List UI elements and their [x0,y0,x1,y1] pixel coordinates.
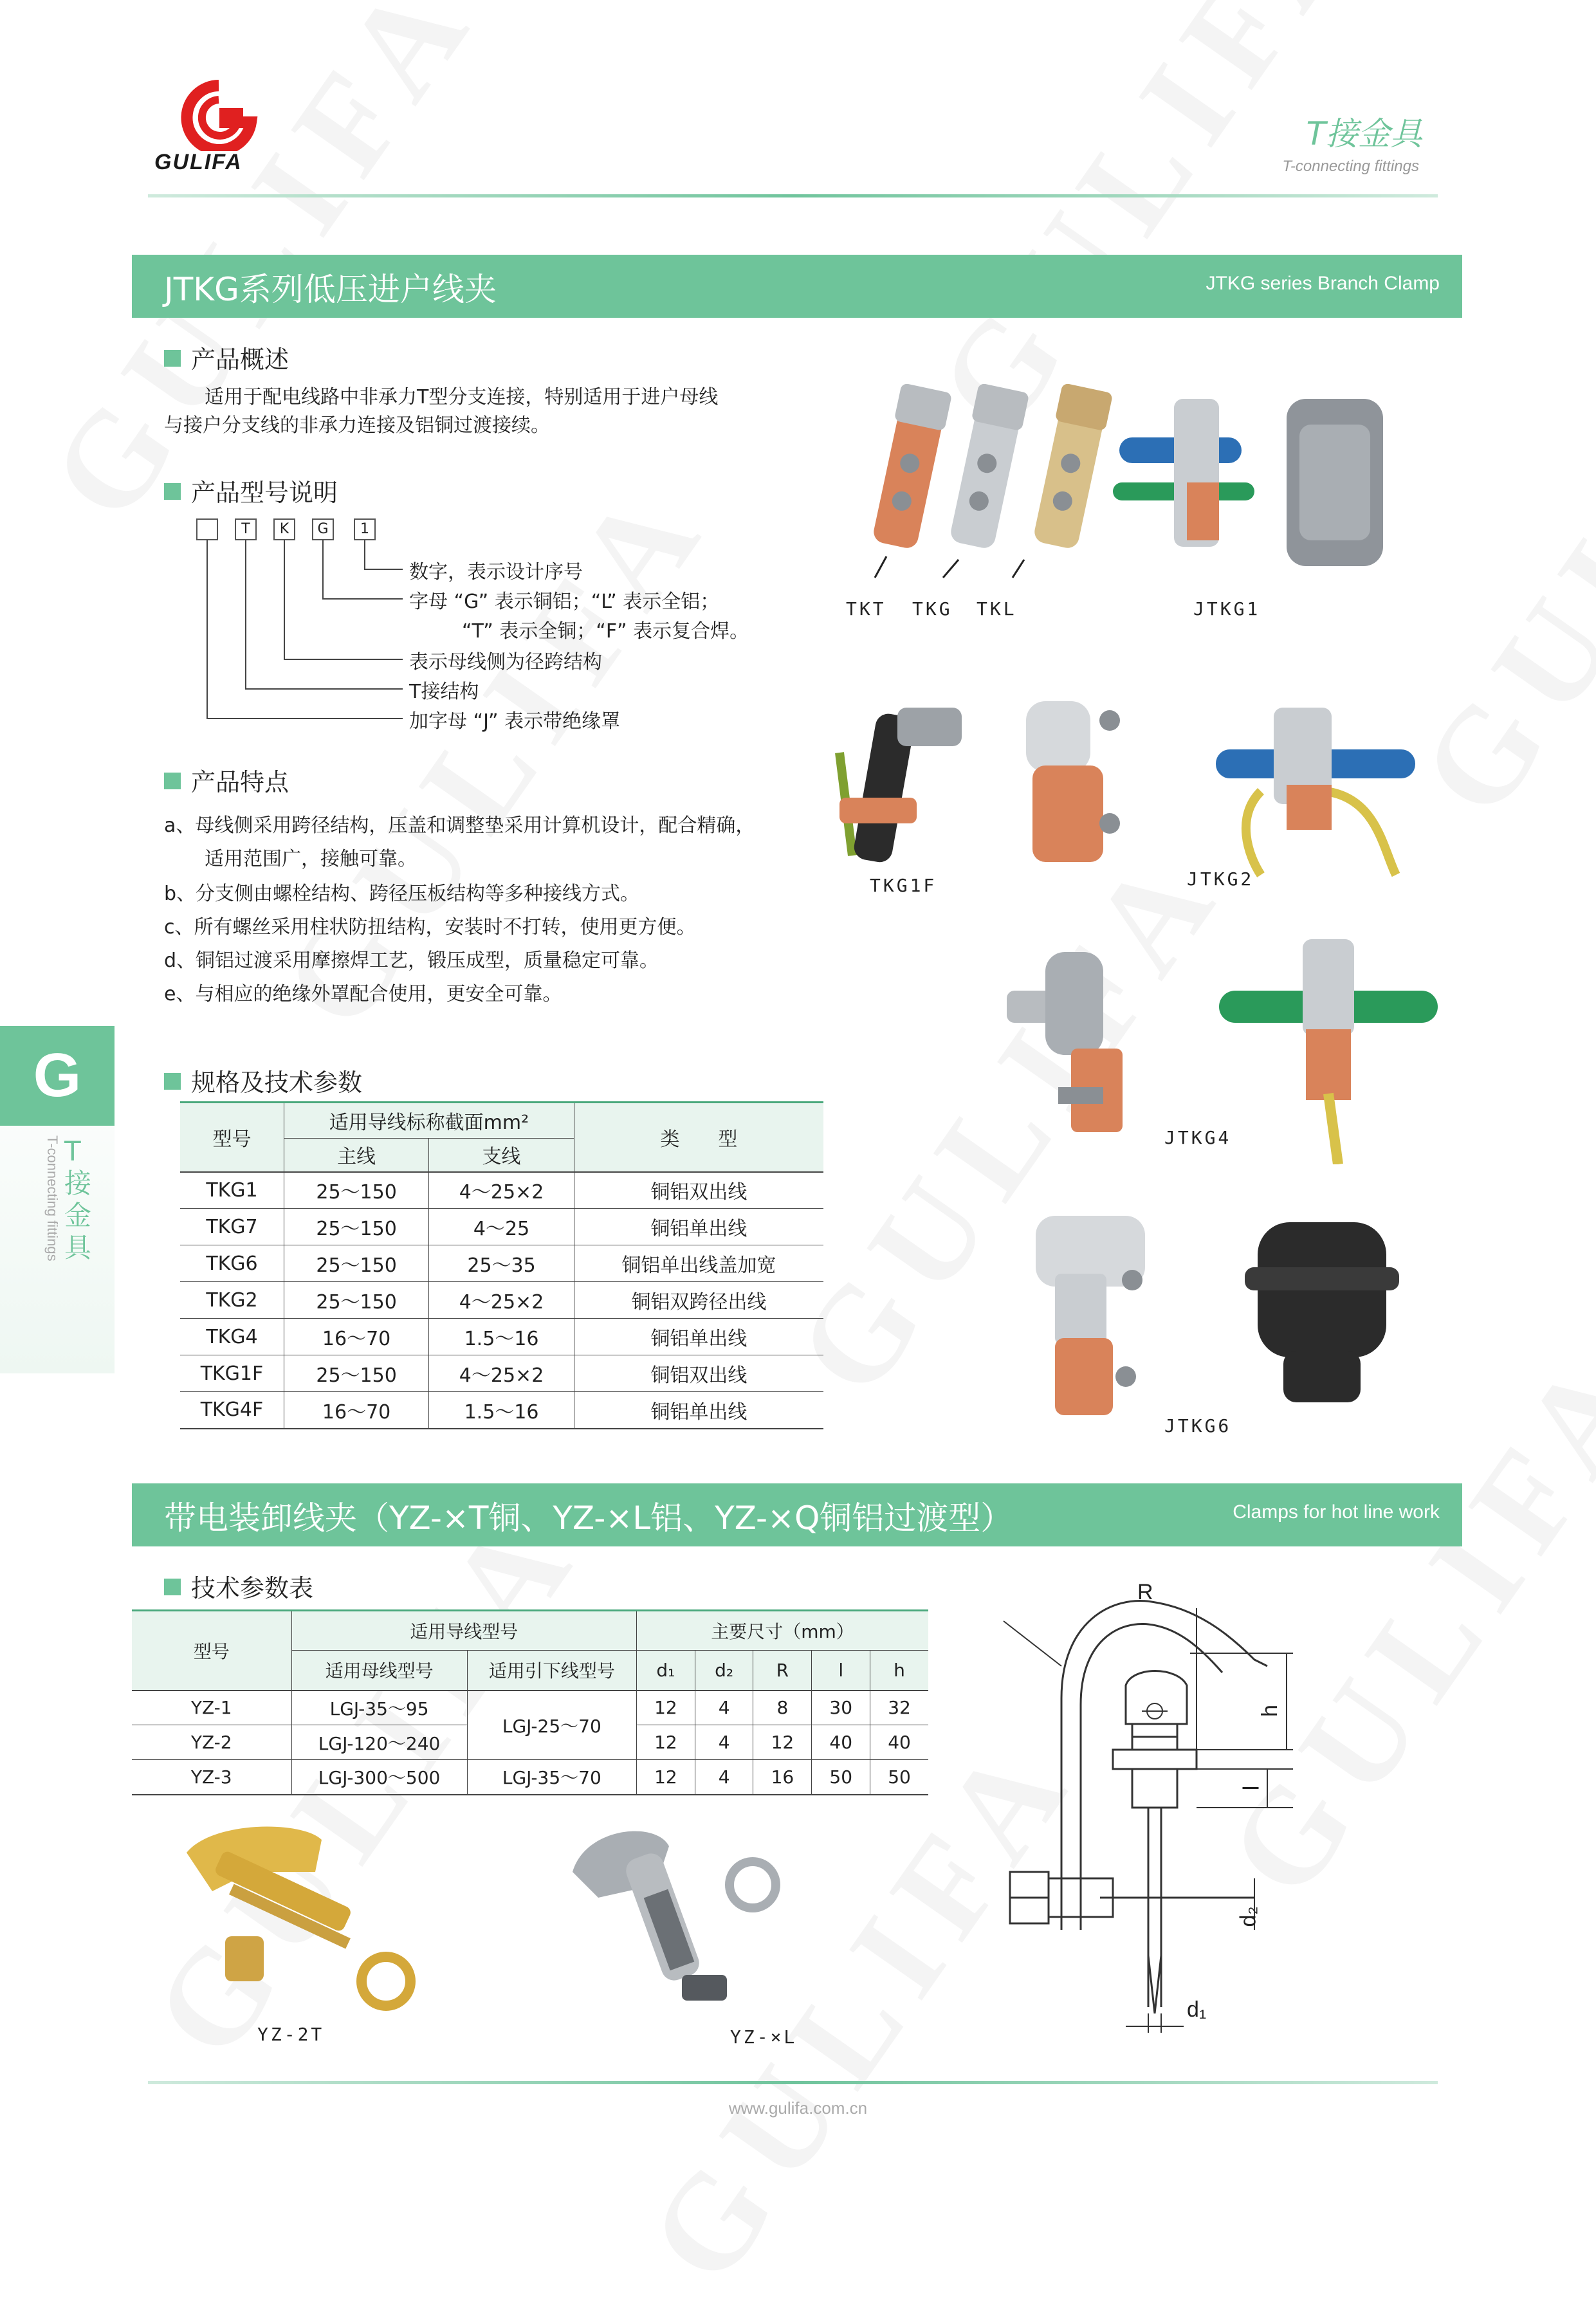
caption-yz-xl: YZ-×L [730,2026,798,2048]
table-row [180,1319,823,1355]
feature-item: c、所有螺丝采用柱状防扭结构，安装时不打转，使用更方便。 [164,916,696,939]
model-legend: 加字母 “J” 表示带绝缘罩 [409,710,621,733]
footer-url: www.gulifa.com.cn [728,2098,868,2118]
model-legend: “T” 表示全铜；“F” 表示复合焊。 [462,620,749,643]
cell: 4 [695,1725,753,1760]
table-row [180,1245,823,1282]
col-group-header: 适用导线标称截面mm² [284,1103,574,1139]
cell: TKG7 [180,1209,284,1245]
table-row [180,1172,823,1209]
tech-params-table [132,1609,928,1795]
section1-band [132,255,1462,318]
caption-jtkg1: JTKG1 [1193,598,1261,619]
cell: YZ-2 [132,1725,291,1760]
col-branch-header: 支线 [429,1139,574,1172]
product-photo-yz-xl [560,1814,811,2020]
cell: LGJ-35～95 [291,1691,467,1725]
feature-item: 适用范围广，接触可靠。 [205,848,417,870]
section2-band [132,1483,1462,1546]
cell: 4 [695,1691,753,1725]
cell: LGJ-25～70 [467,1691,636,1760]
brand-logo-text: GULIFA [154,150,243,174]
cell: 25～35 [429,1245,574,1282]
bullet-square-icon [164,483,181,500]
product-photo-jtkg1 [1113,386,1409,579]
col-model-header: 型号 [132,1611,291,1691]
table-row [132,1760,928,1795]
table-row [180,1282,823,1319]
cell: 25～150 [284,1282,428,1319]
header-rule [148,194,1438,197]
table-row [180,1209,823,1245]
table-row [132,1691,928,1725]
overview-heading: 产品概述 [164,340,289,375]
model-heading: 产品型号说明 [164,473,338,508]
cell: 32 [870,1691,928,1725]
model-code-box: G [312,518,334,540]
side-tab-letter: G [33,1041,82,1110]
product-photo-jtkg6 [1245,1209,1399,1415]
caption-tkg: TKG [912,598,953,619]
col-dim-group-header: 主要尺寸（mm） [637,1611,929,1651]
cell: 4～25×2 [429,1355,574,1392]
cell: 4～25 [429,1209,574,1245]
cell: 铜铝单出线 [574,1209,823,1245]
cell: 50 [870,1760,928,1795]
cell: TKG2 [180,1282,284,1319]
product-photo-jtkg4 [1219,933,1438,1164]
header-category-en: T-connecting fittings [1282,158,1419,175]
side-tab [0,1026,115,1373]
cell: 1.5～16 [429,1392,574,1429]
connector-line [284,540,285,660]
product-photo-yz-2t [174,1814,418,2020]
connector-line [245,540,246,690]
product-photo-jtkg2-clamp [1007,688,1135,875]
header-category-cn: T接金具 [1306,115,1422,152]
connector-line [322,598,403,600]
cell: TKG1F [180,1355,284,1392]
cell: 50 [812,1760,870,1795]
col-r-header: R [753,1651,812,1691]
cell: 40 [870,1725,928,1760]
table-row [180,1355,823,1392]
caption-tkt: TKT [846,598,886,619]
col-bus-header: 适用母线型号 [291,1651,467,1691]
drawing-label-d2: d₂ [1236,1906,1261,1927]
caption-tkg1f: TKG1F [870,875,937,896]
side-tab-letter-box [0,1026,115,1126]
cell: YZ-1 [132,1691,291,1725]
col-main-header: 主线 [284,1139,428,1172]
model-legend: T接结构 [409,681,479,703]
connector-line [364,540,365,570]
cell: 1.5～16 [429,1319,574,1355]
technical-drawing [984,1570,1344,2039]
cell: 16～70 [284,1319,428,1355]
cell: 铜铝单出线盖加宽 [574,1245,823,1282]
cell: TKG4 [180,1319,284,1355]
cell: 12 [637,1725,695,1760]
caption-tkl: TKL [977,598,1017,619]
connector-line [284,659,403,660]
overview-line-1: 适用于配电线路中非承力T型分支连接，特别适用于进户母线 [205,386,719,408]
cell: TKG1 [180,1172,284,1209]
caption-jtkg6: JTKG6 [1164,1415,1232,1436]
cell: LGJ-35～70 [467,1760,636,1795]
specs-table [180,1101,823,1429]
section1-subtitle: JTKG series Branch Clamp [1206,273,1440,294]
cell: 铜铝单出线 [574,1319,823,1355]
col-type-header: 类 型 [574,1103,823,1172]
specs-heading: 规格及技术参数 [164,1063,362,1098]
bullet-square-icon [164,350,181,367]
cell: 4～25×2 [429,1282,574,1319]
tech-params-heading: 技术参数表 [164,1568,313,1604]
connector-line [322,540,324,600]
section2-subtitle: Clamps for hot line work [1233,1501,1440,1523]
cell: 铜铝双出线 [574,1355,823,1392]
feature-item: d、铜铝过渡采用摩擦焊工艺，锻压成型，质量稳定可靠。 [164,949,659,972]
cell: LGJ-120～240 [291,1725,467,1760]
cell: TKG4F [180,1392,284,1429]
cell: 16 [753,1760,812,1795]
col-l-header: l [812,1651,870,1691]
cell: YZ-3 [132,1760,291,1795]
feature-item: a、母线侧采用跨径结构，压盖和调整垫采用计算机设计，配合精确， [164,814,755,837]
section1-title: JTKG系列低压进户线夹 [164,271,497,308]
drawing-label-l: l [1239,1785,1264,1791]
cell: 8 [753,1691,812,1725]
connector-line [206,540,208,719]
drawing-label-h: h [1257,1705,1282,1717]
caption-yz-2t: YZ-2T [257,2024,325,2045]
model-legend: 数字，表示设计序号 [409,561,583,583]
product-photo-jtkg4-clamp [994,946,1148,1139]
col-wire-group-header: 适用导线型号 [291,1611,637,1651]
product-photo-jtkg6-clamp [1029,1209,1158,1422]
cell: 25～150 [284,1209,428,1245]
bullet-square-icon [164,1579,181,1595]
side-tab-label-cn: T接金具 [64,1135,92,1263]
cell: 30 [812,1691,870,1725]
connector-line [206,718,403,719]
feature-item: e、与相应的绝缘外罩配合使用，更安全可靠。 [164,983,562,1005]
model-code-box: 1 [354,518,376,540]
col-lead-header: 适用引下线型号 [467,1651,636,1691]
col-d2-header: d₂ [695,1651,753,1691]
cell: 12 [753,1725,812,1760]
caption-jtkg2: JTKG2 [1187,868,1254,890]
footer-rule [148,2081,1438,2084]
cell: 4 [695,1760,753,1795]
bullet-square-icon [164,1073,181,1090]
col-h-header: h [870,1651,928,1691]
cell: 4～25×2 [429,1172,574,1209]
model-code-box: T [235,518,257,540]
feature-item: b、分支侧由螺栓结构、跨径压板结构等多种接线方式。 [164,883,640,905]
cell: 12 [637,1691,695,1725]
cell: TKG6 [180,1245,284,1282]
model-code-box [196,518,218,540]
caption-jtkg4: JTKG4 [1164,1127,1232,1148]
cell: 铜铝双跨径出线 [574,1282,823,1319]
section2-title: 带电装卸线夹（YZ-×T铜、YZ-×L铝、YZ-×Q铜铝过渡型） [164,1499,1013,1537]
side-tab-label-en: T-connecting fittings [44,1135,60,1261]
connector-line [245,688,403,690]
drawing-label-d1: d₁ [1187,1997,1207,2022]
drawing-label-r: R [1137,1580,1153,1604]
cell: LGJ-300～500 [291,1760,467,1795]
overview-line-2: 与接户分支线的非承力连接及铝铜过渡接续。 [164,414,550,437]
model-legend: 字母 “G” 表示铜铝；“L” 表示全铝； [409,591,720,613]
model-code-box: K [273,518,295,540]
col-d1-header: d₁ [637,1651,695,1691]
product-photo-tkg1f [827,688,994,875]
product-photo-jtkg2 [1209,688,1422,881]
table-row [180,1392,823,1429]
cell: 25～150 [284,1245,428,1282]
col-model-header: 型号 [180,1103,284,1172]
product-photo-tkt-tkg-tkl [856,373,1151,592]
cell: 40 [812,1725,870,1760]
connector-line [364,569,403,570]
bullet-square-icon [164,773,181,789]
cell: 25～150 [284,1172,428,1209]
cell: 16～70 [284,1392,428,1429]
cell: 铜铝双出线 [574,1172,823,1209]
brand-logo [154,74,283,177]
cell: 12 [637,1760,695,1795]
model-legend: 表示母线侧为径跨结构 [409,651,602,674]
cell: 铜铝单出线 [574,1392,823,1429]
cell: 25～150 [284,1355,428,1392]
features-heading: 产品特点 [164,762,289,798]
